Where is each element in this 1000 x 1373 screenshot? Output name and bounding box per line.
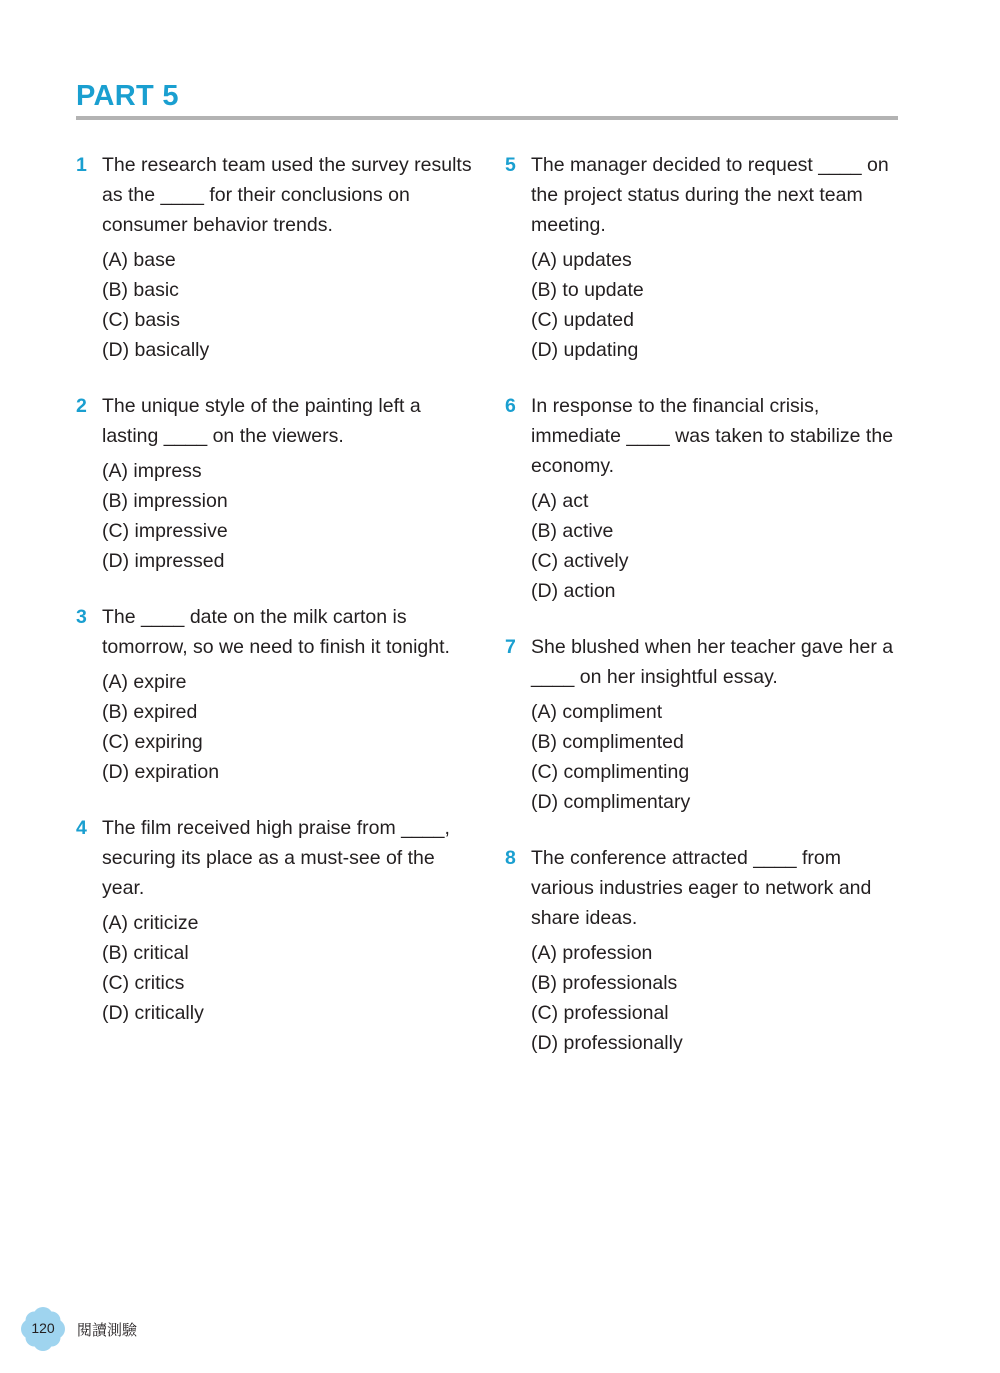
page-number-badge [20,1306,66,1352]
option-a[interactable]: (A) expire [102,671,187,693]
option-b[interactable]: (B) expired [102,701,198,723]
question-stem: The unique style of the painting left a lasting ____ on the viewers. [102,395,421,447]
option-b[interactable]: (B) active [531,520,614,542]
question-2 [76,391,476,602]
question-7 [505,632,905,843]
option-c[interactable]: (C) critics [102,972,185,994]
question-stem: The research team used the survey results as the ____ for their conclusions on consumer behavior trends. [102,154,472,236]
question-1 [76,150,476,391]
option-c[interactable]: (C) professional [531,1002,669,1024]
question-number: 5 [505,154,516,176]
question-5 [505,150,905,391]
page-title: PART 5 [76,80,179,112]
question-number: 7 [505,636,516,658]
question-number: 3 [76,606,87,628]
option-b[interactable]: (B) to update [531,279,644,301]
option-d[interactable]: (D) professionally [531,1032,683,1054]
right-column [505,150,905,1058]
option-c[interactable]: (C) updated [531,309,634,331]
option-a[interactable]: (A) criticize [102,912,199,934]
option-b[interactable]: (B) impression [102,490,228,512]
option-c[interactable]: (C) expiring [102,731,203,753]
question-number: 2 [76,395,87,417]
option-a[interactable]: (A) updates [531,249,632,271]
option-a[interactable]: (A) profession [531,942,653,964]
option-d[interactable]: (D) updating [531,339,639,361]
question-number: 8 [505,847,516,869]
question-stem: The ____ date on the milk carton is tomorrow, so we need to finish it tonight. [102,606,450,658]
option-d[interactable]: (D) critically [102,1002,204,1024]
question-stem: The film received high praise from ____, securing its place as a must-see of the year. [102,817,450,899]
question-8 [505,843,905,1058]
option-c[interactable]: (C) basis [102,309,181,331]
section-label: 閱讀測驗 [77,1322,138,1339]
question-stem: The conference attracted ____ from various industries eager to network and share ideas. [531,847,872,929]
question-number: 6 [505,395,516,417]
option-a[interactable]: (A) base [102,249,176,271]
title-divider [76,116,898,120]
option-a[interactable]: (A) compliment [531,701,663,723]
question-4 [76,813,476,1028]
question-3 [76,602,476,813]
option-b[interactable]: (B) basic [102,279,179,301]
option-b[interactable]: (B) complimented [531,731,684,753]
question-stem: In response to the financial crisis, immediate ____ was taken to stabilize the economy. [531,395,894,477]
question-stem: The manager decided to request ____ on the project status during the next team meeting. [531,154,889,236]
option-b[interactable]: (B) professionals [531,972,678,994]
option-d[interactable]: (D) expiration [102,761,220,783]
option-c[interactable]: (C) complimenting [531,761,690,783]
option-d[interactable]: (D) action [531,580,616,602]
option-d[interactable]: (D) complimentary [531,791,691,813]
option-b[interactable]: (B) critical [102,942,189,964]
option-d[interactable]: (D) impressed [102,550,225,572]
option-c[interactable]: (C) actively [531,550,629,572]
question-stem: She blushed when her teacher gave her a ____ on her insightful essay. [531,636,894,688]
left-column [76,150,476,1028]
question-number: 1 [76,154,87,176]
option-d[interactable]: (D) basically [102,339,210,361]
option-a[interactable]: (A) impress [102,460,202,482]
question-number: 4 [76,817,87,839]
page-number: 120 [31,1320,55,1336]
option-a[interactable]: (A) act [531,490,589,512]
option-c[interactable]: (C) impressive [102,520,228,542]
question-6 [505,391,905,632]
